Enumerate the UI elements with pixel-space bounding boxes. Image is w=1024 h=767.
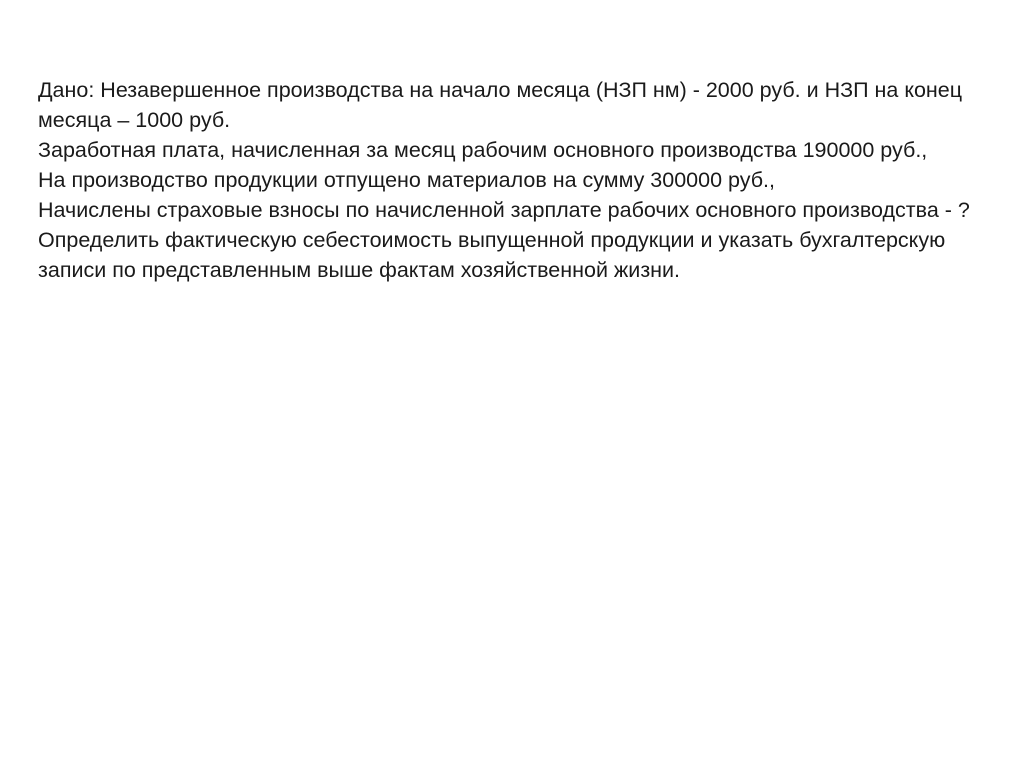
task-text	[38, 75, 998, 285]
paragraph-insurance: Начислены страховые взносы по начисленной зарплате рабочих основного производства - ?	[38, 198, 970, 222]
paragraph-materials: На производство продукции отпущено материалов на сумму 300000 руб.,	[38, 168, 775, 192]
paragraph-task: Определить фактическую себестоимость выпущенной продукции и указать бухгалтерскую записи по представленным выше фактам хозяйственной жизни.	[38, 228, 946, 282]
paragraph-given: Дано: Незавершенное производства на начало месяца (НЗП нм) - 2000 руб. и НЗП на конец месяца – 1000 руб.	[38, 78, 963, 132]
paragraph-salary: Заработная плата, начисленная за месяц рабочим основного производства 190000 руб.,	[38, 138, 928, 162]
